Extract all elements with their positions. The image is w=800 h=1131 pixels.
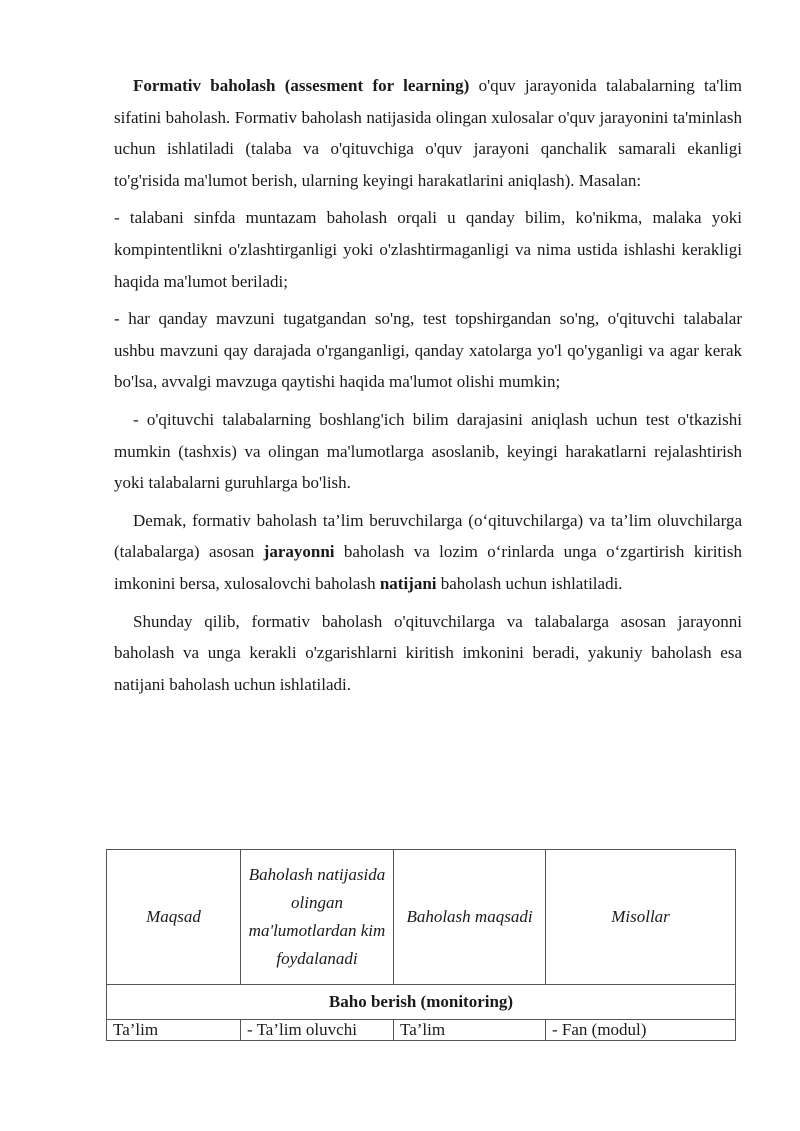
table-row bbox=[107, 1020, 736, 1041]
document-body bbox=[114, 70, 742, 706]
table-cell: Ta’lim bbox=[394, 1020, 546, 1041]
emphasis-process: jarayonni bbox=[263, 542, 335, 562]
table-cell: - Ta’lim oluvchi bbox=[241, 1020, 394, 1041]
bullet-item: - har qanday mavzuni tugatgandan so'ng, test topshirgandan so'ng, o'qituvchi talabalar ushbu mavzuni qay darajada o'rganganligi, qanday xatolarga yo'l qo'yganligi va agar kerak bo'lsa, avvalgi mavzuga qaytishi haqida ma'lumot olishi mumkin; bbox=[114, 309, 742, 392]
text-run: baholash uchun ishlatiladi. bbox=[436, 573, 623, 593]
definition-text: o'quv jarayonida talabalarning ta'lim sifatini baholash. Formativ baholash natijasida olingan xulosalar o'quv jarayonini ta'minlash uchun ishlatiladi (talaba va o'qituvchiga o'quv jarayoni qanchalik samarali ekanligi to'g'risida ma'lumot berish, ularning keyingi harakatlarini aniqlash). Masalan: bbox=[114, 76, 743, 190]
assessment-table bbox=[106, 849, 736, 1041]
header-cell: Maqsad bbox=[107, 850, 241, 985]
header-cell: Baholash maqsadi bbox=[394, 850, 546, 985]
paragraph-conclusion bbox=[114, 505, 742, 600]
emphasis-result: natijani bbox=[379, 573, 437, 593]
paragraph-formative-definition bbox=[114, 70, 742, 196]
text-run: baholash va lozim o‘rinlarda unga o‘zgartirish kiritish imkonini bersa, xulosalovchi baholash bbox=[114, 542, 742, 593]
table-header-row bbox=[107, 850, 736, 985]
table-cell: - Fan (modul) bbox=[546, 1020, 736, 1041]
paragraph-summary: Shunday qilib, formativ baholash o'qituvchilarga va talabalarga asosan jarayonni baholash va unga kerakli o'zgarishlarni kiritish imkonini beradi, yakuniy baholash esa natijani baholash uchun ishlatiladi. bbox=[114, 611, 742, 694]
header-cell: Misollar bbox=[546, 850, 736, 985]
table-cell: Ta’lim bbox=[107, 1020, 241, 1041]
bullet-item: - talabani sinfda muntazam baholash orqali u qanday bilim, ko'nikma, malaka yoki kompintentlikni o'zlashtirganligi yoki o'zlashtirmaganligi va nima ustida ishlashi kerakligi haqida ma'lumot beriladi; bbox=[114, 208, 742, 291]
table-section-row bbox=[107, 985, 736, 1020]
header-cell: Baholash natijasida olingan ma'lumotlardan kim foydalanadi bbox=[241, 850, 394, 985]
term-formative: Formativ baholash (assesment for learning) bbox=[133, 76, 470, 95]
bullet-item: - o'qituvchi talabalarning boshlang'ich bilim darajasini aniqlash uchun test o'tkazishi mumkin (tashxis) va olingan ma'lumotlarga asoslanib, keyingi harakatlarni rejalashtirish yoki talabalarni guruhlarga bo'lish. bbox=[114, 409, 742, 493]
text-run: Demak, formativ baholash ta’lim beruvchilarga (o‘qituvchilarga) va ta’lim oluvchilarga (talabalarga) asosan bbox=[114, 510, 742, 562]
section-title: Baho berish (monitoring) bbox=[107, 985, 736, 1020]
